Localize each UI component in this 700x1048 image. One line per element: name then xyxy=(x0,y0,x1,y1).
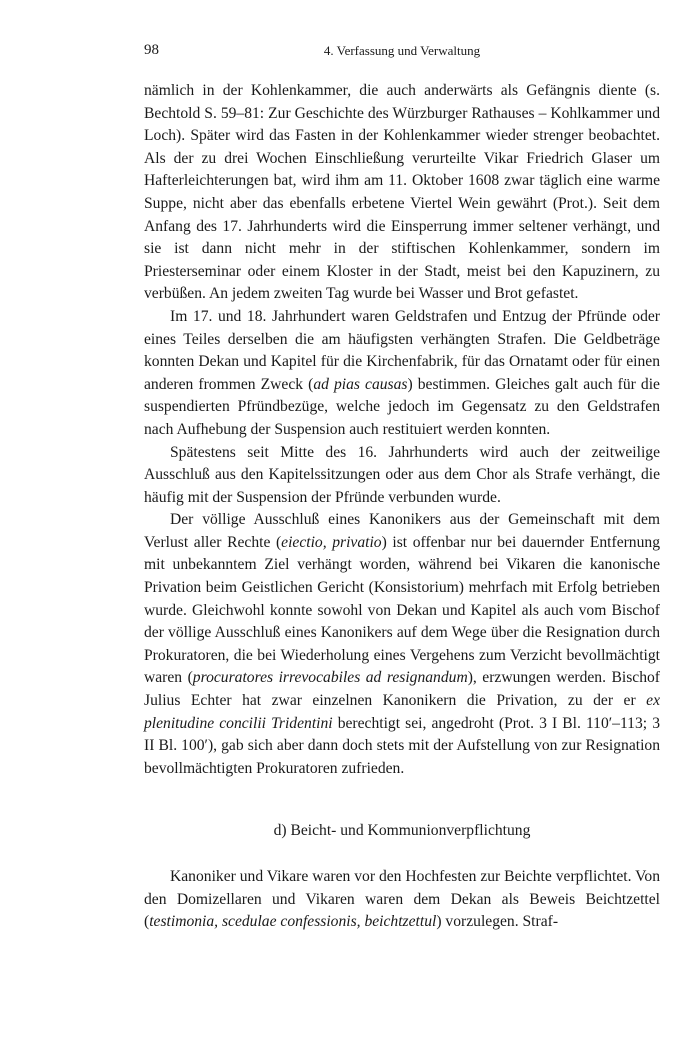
text-run: ), erzwungen werden. Bischof Julius Echter hat zwar einzelnen Kanonikern die Privation, zu der er xyxy=(144,669,661,710)
section-heading: d) Beicht- und Kommunionverpflichtung xyxy=(273,822,531,839)
italic-term: testimonia, scedulae confessionis, beichtzettul xyxy=(149,913,437,931)
italic-term: eiectio, privatio xyxy=(281,533,382,551)
text-run: Spätestens seit Mitte des 16. Jahrhunderts wird auch der zeitweilige Ausschluß aus den Kapitelssitzungen oder aus dem Chor als Strafe verhängt, die häufig mit der Suspension der Pfründe verbunden wurde. xyxy=(144,443,660,506)
text-run: ) bestimmen. Gleiches galt auch für die suspendierten Pfründbezüge, welche jedoch im Gegensatz zu den Geldstrafen nach Aufhebung der Suspension auch restituiert werden konnten. xyxy=(144,375,660,438)
running-head xyxy=(144,42,660,62)
italic-term: ex plenitudine concilii Tridentini xyxy=(144,692,660,732)
text-run: Im 17. und 18. Jahrhundert waren Geldstrafen und Entzug der Pfründe oder eines Teiles derselben die am häufigsten verhängten Strafen. Die Geldbeträge konnten Dekan und Kapitel für die Kirchenfabrik, für das Ornatamt oder für einen anderen frommen Zweck ( xyxy=(144,307,660,393)
body-text-section-d xyxy=(144,866,660,934)
paragraph xyxy=(144,80,660,306)
text-run: ) ist offenbar nur bei dauernder Entfernung mit unbekanntem Ziel verhängt worden, während bei Vikaren die kanonische Privation beim Geistlichen Gericht (Konsistorium) mehrfach mit Erfolg betrieben wurde. Gleichwohl konnte sowohl von Dekan und Kapitel als auch vom Bischof der völlige Ausschluß eines Kanonikers auf dem Wege über die Resignation durch Prokuratoren, die bei Wiederholung eines Vergehens zum Verzicht bevollmächtigt waren ( xyxy=(144,533,660,687)
paragraph xyxy=(144,866,660,934)
italic-term: procuratores irrevocabiles ad resignandum xyxy=(192,669,468,687)
text-run: berechtigt sei, angedroht (Prot. 3 I Bl. 110′–113; 3 II Bl. 100′), gab sich aber dann doch stets mit der Aufstellung von zur Resignation bevollmächtigten Prokuratoren zufrieden. xyxy=(144,714,660,777)
running-title: 4. Verfassung und Verwaltung xyxy=(323,43,481,58)
text-run: Kanoniker und Vikare waren vor den Hochfesten zur Beichte verpflichtet. Von den Domizellaren und Vikaren waren dem Dekan als Beweis Beichtzettel ( xyxy=(144,868,660,931)
paragraph xyxy=(144,306,660,442)
text-run: ) vorzulegen. Straf- xyxy=(436,913,559,931)
italic-term: ad pias causas xyxy=(313,375,408,393)
paragraph xyxy=(144,509,660,780)
paragraph xyxy=(144,442,660,510)
text-run: Der völlige Ausschluß eines Kanonikers aus der Gemeinschaft mit dem Verlust aller Rechte ( xyxy=(144,511,660,551)
page-number: 98 xyxy=(144,42,159,58)
body-text xyxy=(144,80,660,780)
text-run: nämlich in der Kohlenkammer, die auch anderwärts als Gefängnis diente (s. Bechtold S. 59–81: Zur Geschichte des Würzburger Rathauses – Kohlkammer und Loch). Später wird das Fasten in der Kohlenkammer wieder strenger beobachtet. Als der zu drei Wochen Einschließung verurteilte Vikar Friedrich Glaser um Hafterleichterungen bat, wird ihm am 11. Oktober 1608 zwar täglich eine warme Suppe, nicht aber das ebenfalls erbetene Viertel Wein gewährt (Prot.). Seit dem Anfang des 17. Jahrhunderts wird die Einsperrung immer seltener verhängt, und sie ist dann nicht mehr in der stiftischen Kohlenkammer, sondern im Priesterseminar oder einem Kloster in der Stadt, meist bei den Kapuzinern, zu verbüßen. An jedem zweiten Tag wurde bei Wasser und Brot gefastet. xyxy=(144,82,660,303)
